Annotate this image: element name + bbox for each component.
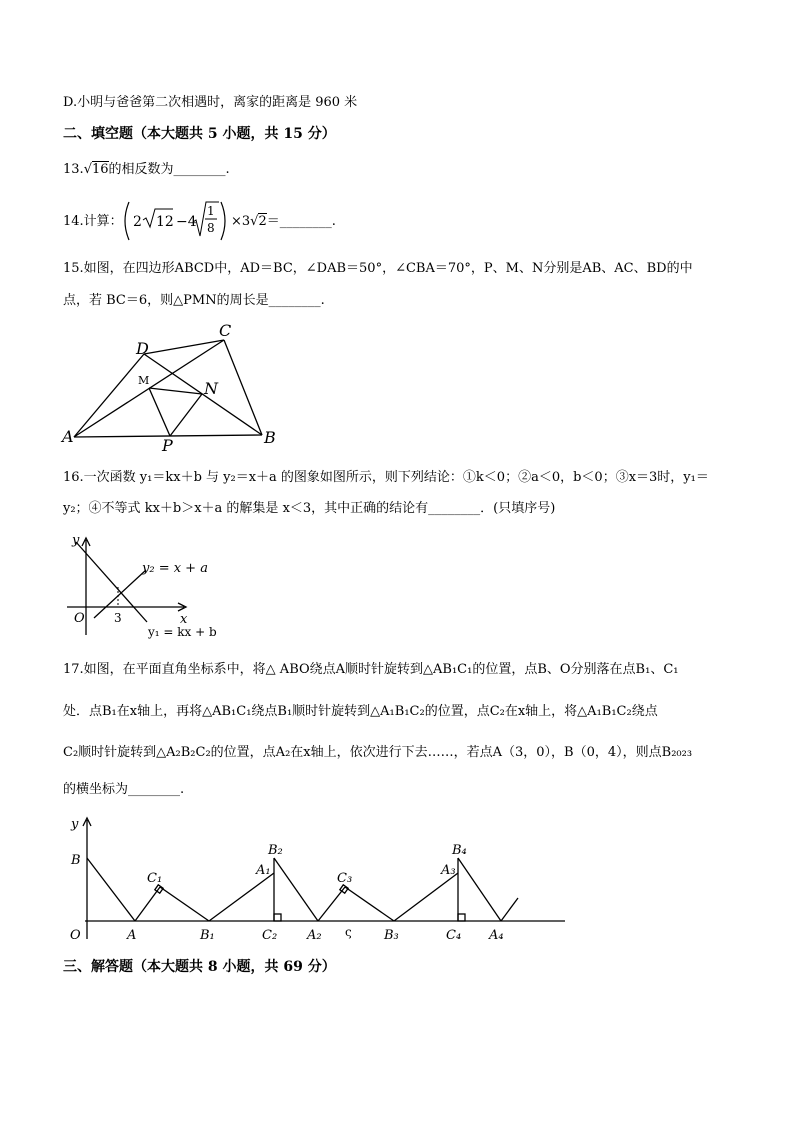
fig15-label-d: D [136,339,149,358]
fig16-label-3: 3 [114,611,122,625]
fig17-label-b3: B₃ [384,928,399,943]
fig17-label-a: A [127,928,137,943]
fig15-label-c: C [219,321,232,340]
section-3-title: 三、解答题（本大题共 8 小题，共 69 分） [63,959,336,975]
q13-number: 13. [63,162,84,177]
svg-text:−4: −4 [176,214,197,230]
q13-text: 的相反数为________. [108,162,230,177]
fig17-label-a4: A₄ [489,928,504,943]
fig17-label-b2: B₂ [268,843,283,858]
sqrt-sign: √ [83,162,92,177]
fig17-label-a2: A₂ [307,928,322,943]
svg-text:8: 8 [207,221,215,235]
section-2-title: 二、填空题（本大题共 5 小题，共 15 分） [63,126,336,142]
fig15-label-a: A [62,427,74,446]
question-17-line2: 处．点B₁在x轴上，再将△AB₁C₁绕点B₁顺时针旋转到△A₁B₁C₂的位置，点C₂在x轴上，将△A₁B₁C₂绕点 [63,704,658,719]
figure-15-quadrilateral [62,321,282,455]
svg-text:12: 12 [156,214,174,230]
question-16-line1: 16.一次函数 y₁＝kx＋b 与 y₂＝x＋a 的图象如图所示，则下列结论：①k＜0；②a＜0，b＜0；③x＝3时，y₁＝ [63,470,709,485]
fig15-label-b: B [264,428,276,447]
fig16-label-x: x [180,612,188,627]
fig16-label-y: y [72,533,80,548]
q13-radicand: 16 [91,162,109,177]
fig17-label-c4: C₄ [446,928,462,943]
fig16-label-y1: y₁ = kx + b [148,625,217,639]
fig17-label-a3: A₃ [441,863,456,878]
fig17-label-a1: A₁ [256,863,271,878]
fig17-label-b4: B₄ [452,843,467,858]
fig17-label-y: y [71,817,79,832]
fig17-label-o: O [70,928,81,943]
fig17-label-c2: C₂ [262,928,278,943]
question-13 [63,161,230,179]
fig17-label-b1: B₁ [200,928,215,943]
question-17-line3: C₂顺时针旋转到△A₂B₂C₂的位置，点A₂在x轴上，依次进行下去……，若点A（3，0），B（0，4），则点B₂₀₂₃ [63,745,693,760]
fig16-label-o: O [74,611,85,626]
question-17-line1: 17.如图，在平面直角坐标系中，将△ ABO绕点A顺时针旋转到△AB₁C₁的位置，点B、O分别落在点B₁、C₁ [63,662,679,677]
fig15-label-m: M [138,374,150,387]
fig17-label-c1: C₁ [147,871,163,886]
svg-text:1: 1 [207,204,215,218]
fig17-label-c3: C₃ [337,871,353,886]
question-15-line2: 点，若 BC＝6，则△PMN的周长是________. [63,293,325,308]
option-d: D.小明与爸爸第二次相遇时，离家的距离是 960 米 [63,95,358,110]
figure-17-rotation [63,814,573,944]
question-15-line1: 15.如图，在四边形ABCD中，AD＝BC，∠DAB＝50°，∠CBA＝70°，P、M、N分别是AB、AC、BD的中 [63,261,693,276]
fig16-label-y2: y₂ = x + a [142,561,208,576]
q14-suffix: ×3√2＝________. [231,214,336,229]
fig17-label-mark: ς [345,925,352,939]
question-16-line2: y₂；④不等式 kx＋b＞x＋a 的解集是 x＜3，其中正确的结论有________．(只填序号) [63,501,556,516]
fig15-label-p: P [162,436,173,455]
q14-prefix: 14.计算： [63,214,123,229]
figure-16-linear-graph [62,530,232,645]
question-17-line4: 的横坐标为________. [63,782,185,797]
fig17-label-b: B [71,853,81,868]
svg-text:2: 2 [133,214,142,230]
fig15-label-n: N [204,379,218,398]
